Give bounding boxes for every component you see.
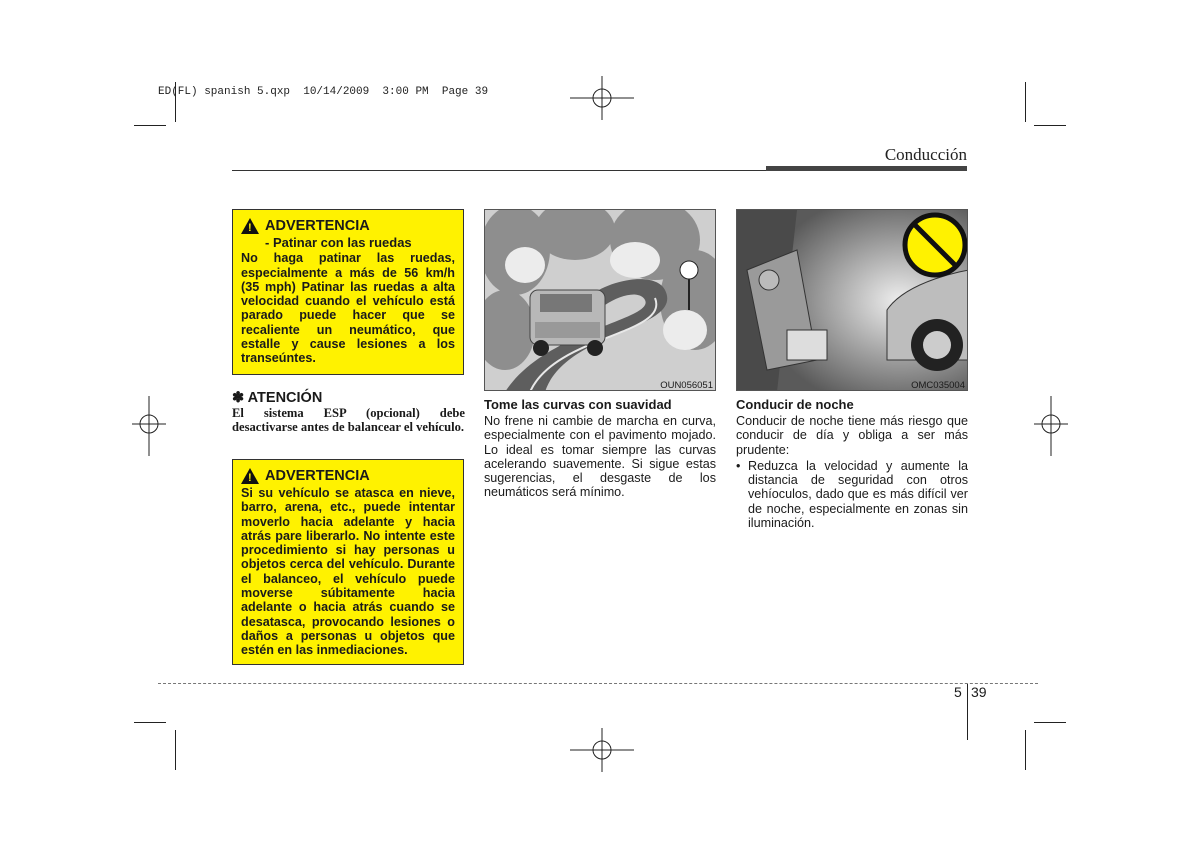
crop-mark bbox=[134, 722, 166, 723]
section-body: Conducir de noche tiene más riesgo que conducir de día y obliga a ser más prudente: bbox=[736, 414, 968, 457]
warning-box-stuck-vehicle bbox=[232, 459, 464, 665]
list-item bbox=[736, 459, 968, 530]
registration-mark-icon bbox=[570, 76, 634, 120]
warning-title: ADVERTENCIA bbox=[265, 217, 370, 234]
text-column-curves bbox=[484, 397, 716, 500]
curve-road-illustration-icon bbox=[485, 210, 716, 391]
section-heading: Tome las curvas con suavidad bbox=[484, 397, 672, 412]
warning-triangle-icon bbox=[241, 218, 259, 234]
crop-mark bbox=[175, 730, 176, 770]
crop-mark bbox=[1025, 82, 1026, 122]
crop-mark bbox=[134, 125, 166, 126]
footer-divider bbox=[158, 683, 1038, 684]
header-rule-thick bbox=[766, 166, 967, 171]
warning-box-wheel-spin bbox=[232, 209, 464, 375]
attention-title: ✽ ATENCIÓN bbox=[232, 390, 323, 406]
crop-mark bbox=[1034, 125, 1066, 126]
warning-triangle-icon bbox=[241, 468, 259, 484]
attention-note bbox=[232, 390, 465, 434]
crop-mark bbox=[1034, 722, 1066, 723]
night-driving-illustration-icon bbox=[737, 210, 968, 391]
registration-mark-icon bbox=[132, 396, 166, 456]
warning-body: Si su vehículo se atasca en nieve, barro, arena, etc., puede intentar moverlo hacia adelante y hacia atrás pare liberarlo. No intente este procedimiento si hay personas u objetos cerca del vehículo. Durante el balanceo, el vehículo puede moverse súbitamente hacia adelante o hacia atrás cuando se desatasca, provocando lesiones o daños a personas u objetos que estén en las inmediaciones. bbox=[241, 486, 455, 658]
bullet-icon: • bbox=[736, 458, 741, 473]
registration-mark-icon bbox=[570, 728, 634, 772]
illustration-night-driving bbox=[736, 209, 968, 391]
warning-body: No haga patinar las ruedas, especialmente a más de 56 km/h (35 mph) Patinar las ruedas a alta velocidad cuando el vehículo está parado puede hacer que se recaliente un neumático, que estalle y cause lesiones a los transeúntes. bbox=[241, 251, 455, 366]
list-item-text: Reduzca la velocidad y aumente la distancia de seguridad con otros vehíoculos, dado que es más difícil ver de noche, especialmente en zonas sin iluminación. bbox=[748, 458, 968, 531]
footer-page-rule bbox=[967, 684, 968, 740]
section-title: Conducción bbox=[884, 145, 967, 164]
attention-body: El sistema ESP (opcional) debe desactivarse antes de balancear el vehículo. bbox=[232, 406, 465, 434]
chapter-number: 5 bbox=[954, 684, 962, 700]
section-heading: Conducir de noche bbox=[736, 397, 854, 412]
crop-mark bbox=[1025, 730, 1026, 770]
text-column-night bbox=[736, 397, 968, 530]
image-code: OMC035004 bbox=[911, 380, 965, 391]
page-number: 39 bbox=[971, 684, 987, 700]
warning-title-row bbox=[241, 468, 455, 484]
image-code: OUN056051 bbox=[660, 380, 713, 391]
illustration-curve-road bbox=[484, 209, 716, 391]
warning-title: ADVERTENCIA bbox=[265, 467, 370, 484]
registration-mark-icon bbox=[1034, 396, 1068, 456]
warning-subtitle: - Patinar con las ruedas bbox=[265, 235, 412, 250]
print-slug: ED(FL) spanish 5.qxp 10/14/2009 3:00 PM Page 39 bbox=[158, 86, 489, 98]
warning-title-row bbox=[241, 218, 455, 234]
section-body: No frene ni cambie de marcha en curva, especialmente con el pavimento mojado. Lo ideal es tomar siempre las curvas acelerando suavemente. Si sigue estas sugerencias, el desgaste de los neumáticos será mínimo. bbox=[484, 414, 716, 500]
